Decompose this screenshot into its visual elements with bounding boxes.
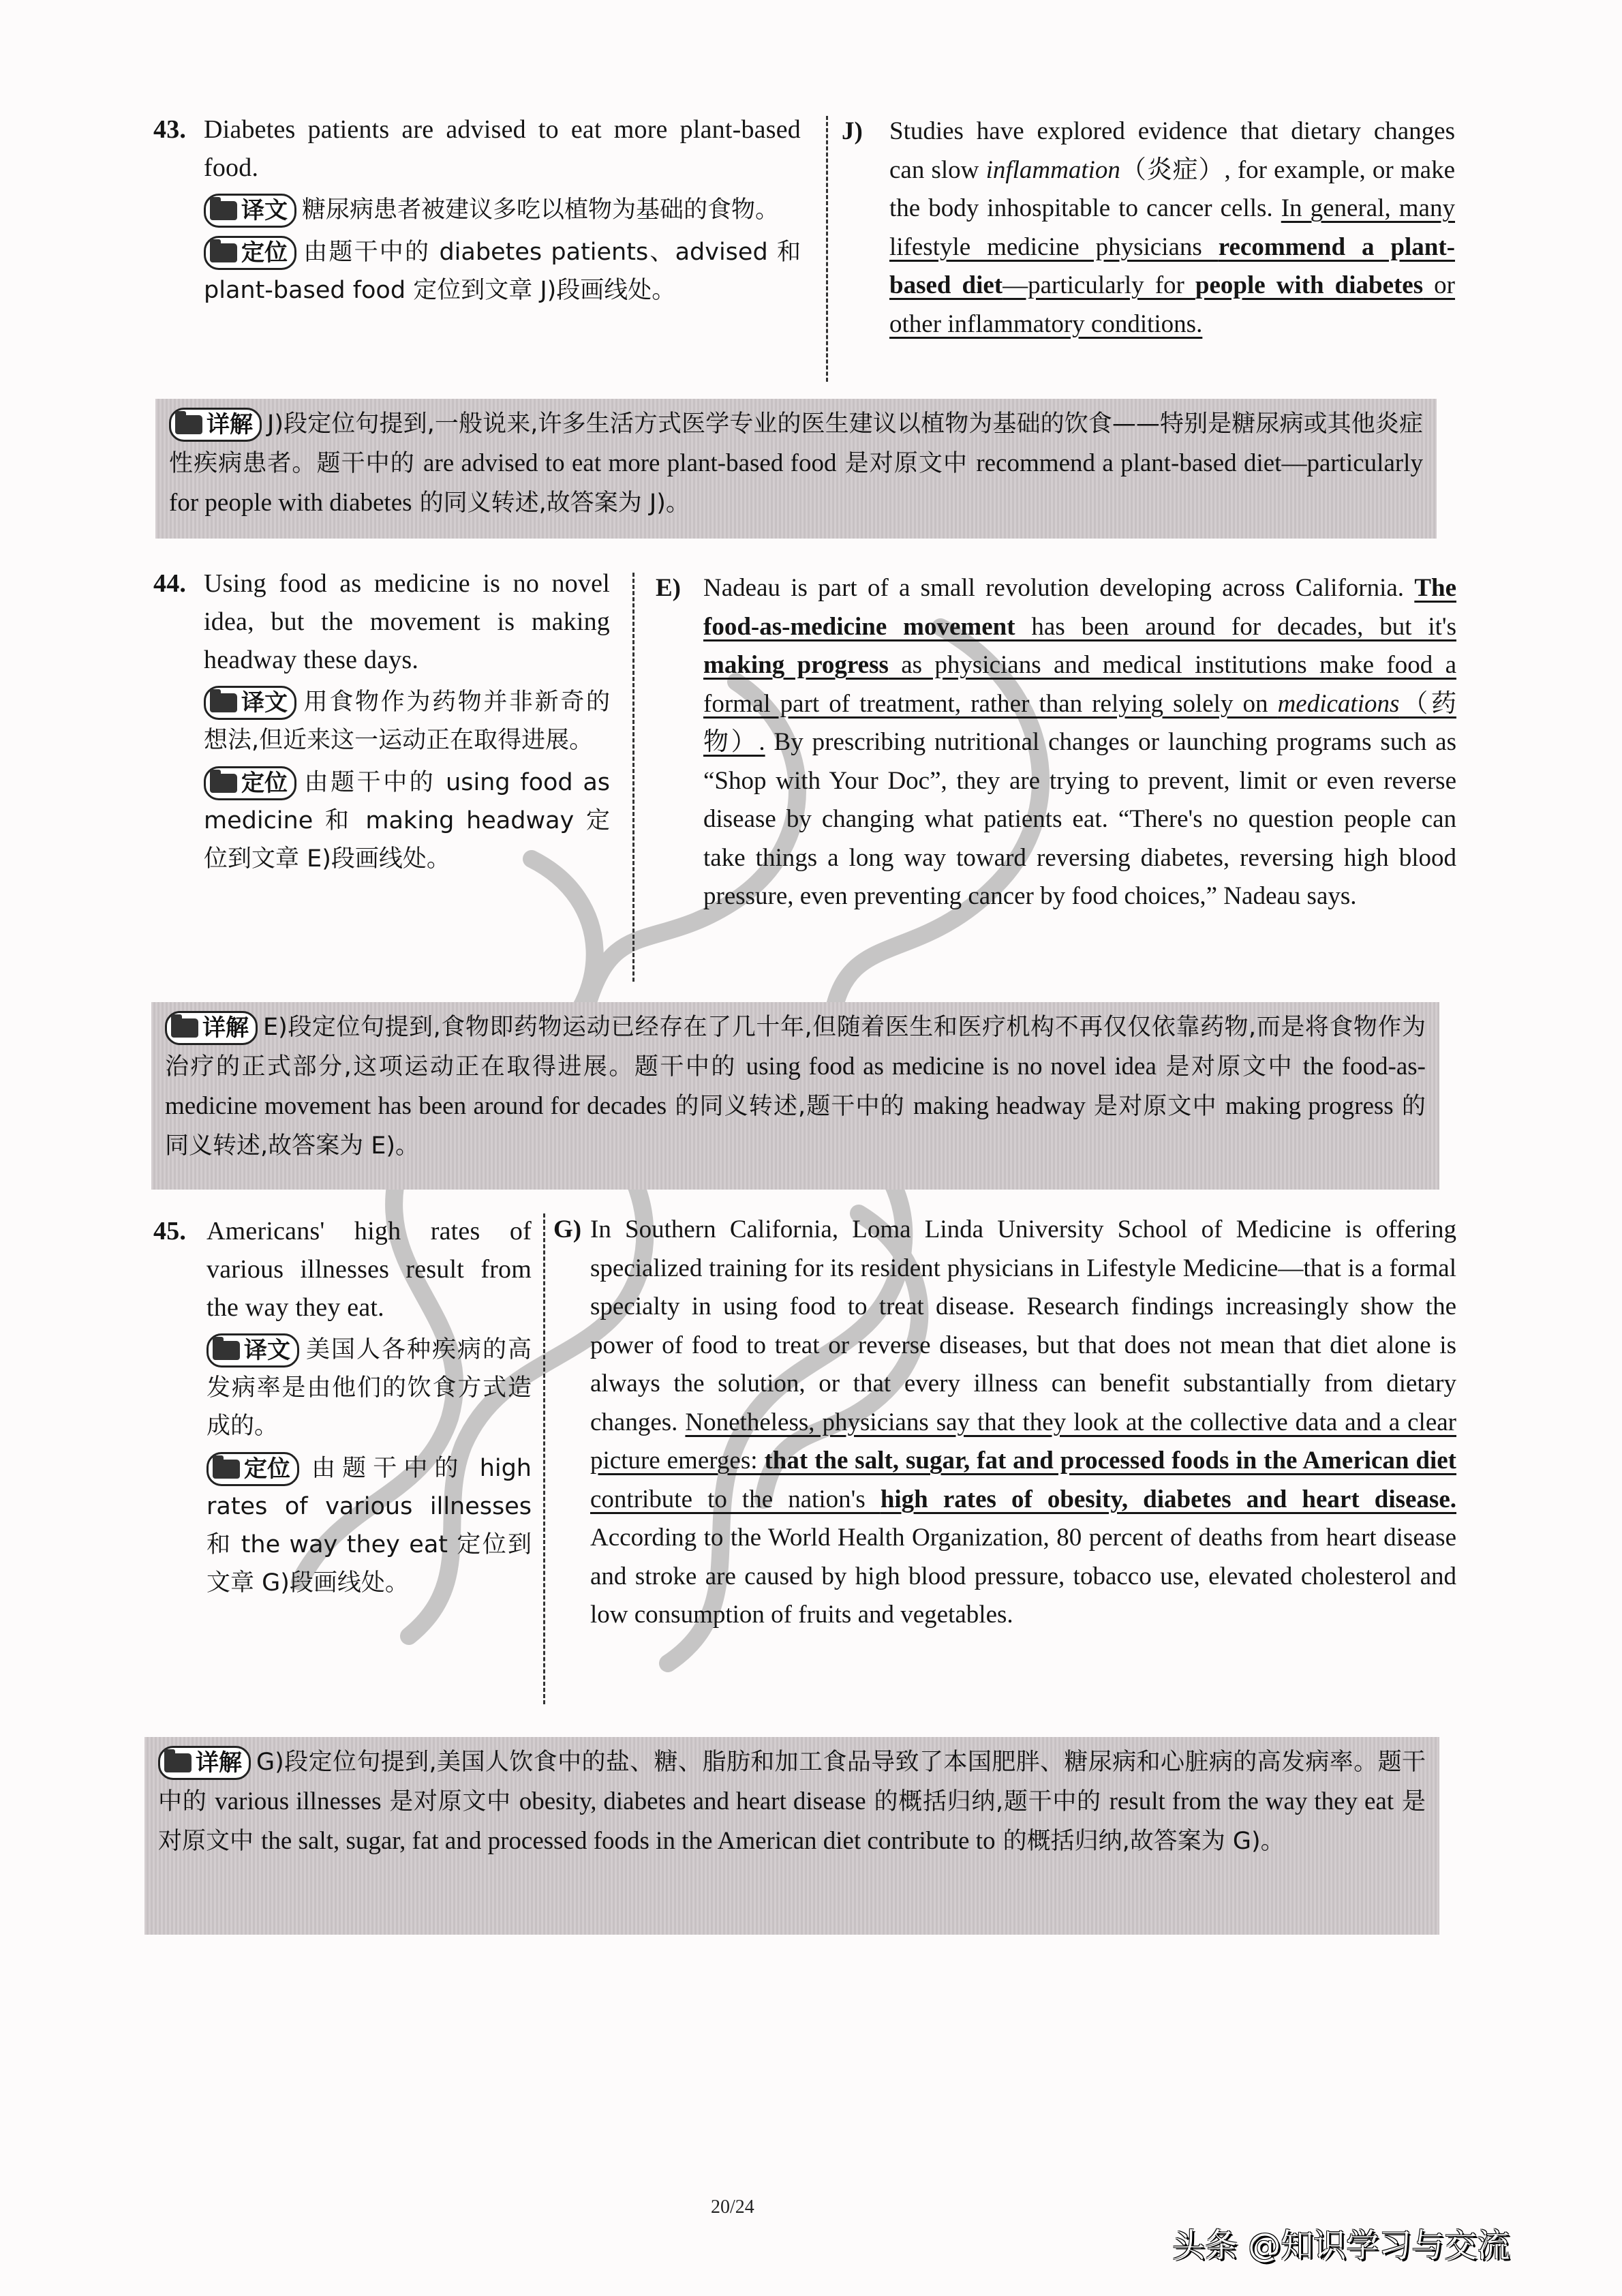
locate-tag: 定位 bbox=[206, 1452, 299, 1486]
translation-row bbox=[204, 683, 610, 759]
source-credit: 头条 @知识学习与交流 bbox=[1172, 2226, 1510, 2265]
folder-icon bbox=[171, 1018, 198, 1038]
locate-row bbox=[206, 1449, 532, 1602]
passage-label: J) bbox=[842, 117, 863, 145]
folder-icon bbox=[210, 774, 237, 793]
question-number: 43. bbox=[153, 115, 187, 144]
locate-tag: 定位 bbox=[204, 236, 296, 270]
passage-j bbox=[842, 112, 1455, 344]
folder-icon bbox=[210, 693, 237, 712]
explanation-45: 详解 G)段定位句提到,美国人饮食中的盐、糖、脂肪和加工食品导致了本国肥胖、糖尿病和心脏病的高发病率。题干中的 various illnesses 是对原文中 obesity, diabetes and heart disease 的概括归纳,题干中的 result from the way they eat 是对原文中 the salt, sugar, fat and processed foods in the American diet contribute to 的概括归纳,故答案为 G)。 bbox=[144, 1737, 1439, 1935]
passage-e bbox=[656, 569, 1456, 916]
translation-row bbox=[204, 191, 801, 229]
explanation-43: 详解 J)段定位句提到,一般说来,许多生活方式医学专业的医生建议以植物为基础的饮食——特别是糖尿病或其他炎症性疾病患者。题干中的 are advised to eat more plant-based food 是对原文中 recommend a plant-based diet—particularly for people with diabetes 的同义转述,故答案为 J)。 bbox=[155, 399, 1437, 539]
column-divider bbox=[543, 1213, 545, 1704]
translation-tag: 译文 bbox=[204, 686, 296, 720]
passage-label: E) bbox=[656, 574, 681, 602]
question-44 bbox=[153, 564, 610, 878]
question-number: 44. bbox=[153, 569, 187, 598]
translation-tag: 译文 bbox=[204, 194, 296, 228]
question-number: 45. bbox=[153, 1217, 187, 1245]
folder-icon bbox=[175, 415, 202, 434]
passage-label: G) bbox=[553, 1215, 582, 1243]
folder-icon bbox=[210, 243, 237, 262]
question-stem: Americans' high rates of various illnesses result from the way they eat. bbox=[206, 1217, 532, 1322]
folder-icon bbox=[164, 1753, 192, 1772]
question-stem: Using food as medicine is no novel idea, but the movement is making headway these days. bbox=[204, 569, 610, 674]
locate-text: 由题干中的 using food as medicine 和 making headway 定位到文章 E)段画线处。 bbox=[204, 769, 610, 873]
explain-tag: 详解 bbox=[158, 1746, 251, 1780]
locate-row bbox=[204, 764, 610, 878]
explain-tag: 详解 bbox=[165, 1011, 258, 1045]
page-number: 20/24 bbox=[711, 2196, 754, 2218]
translation-tag: 译文 bbox=[206, 1333, 299, 1368]
passage-text: In Southern California, Loma Linda University School of Medicine is offering specialized training for its resident physicians in Lifestyle Medicine—that is a formal specialty in using food to treat disease. Research findings increasingly show the power of food to treat or reverse diseases, but that does not mean that diet alone is always the solution, or that every illness can benefit substantially from dietary changes. Nonetheless, physicians say that they look at the collective data and a clear picture emerges: that the salt, sugar, fat and processed foods in the American diet contribute to the nation's high rates of obesity, diabetes and heart disease. According to the World Health Organization, 80 percent of deaths from heart disease and stroke are caused by high blood pressure, tobacco use, elevated cholesterol and low consumption of fruits and vegetables. bbox=[590, 1215, 1456, 1629]
passage-g bbox=[553, 1211, 1456, 1635]
question-45 bbox=[153, 1212, 532, 1602]
translation-text: 用食物作为药物并非新奇的想法,但近来这一运动正在取得进展。 bbox=[204, 689, 610, 754]
passage-text: Nadeau is part of a small revolution developing across California. The food-as-medicine movement has been around for decades, but it's making progress as physicians and medical institutions make food a formal part of treatment, rather than relying solely on medications（药物）. By prescribing nutritional changes or launching programs such as “Shop with Your Doc”, they are trying to prevent, limit or even reverse disease by changing what patients eat. “There's no question people can take things a long way toward reversing diabetes, reversing high blood pressure, even preventing cancer by food choices,” Nadeau says. bbox=[703, 574, 1457, 910]
folder-icon bbox=[213, 1341, 240, 1360]
passage-text: Studies have explored evidence that dietary changes can slow inflammation（炎症）, for example, or make the body inhospitable to cancer cells. In general, many lifestyle medicine physicians recommend a plant-based diet—particularly for people with diabetes or other inflammatory conditions. bbox=[889, 117, 1456, 338]
column-divider bbox=[826, 116, 828, 382]
locate-text: 由题干中的 high rates of various illnesses 和 the way they eat 定位到文章 G)段画线处。 bbox=[206, 1455, 532, 1597]
folder-icon bbox=[210, 201, 237, 220]
question-43 bbox=[153, 110, 801, 309]
folder-icon bbox=[213, 1460, 240, 1479]
explanation-44: 详解 E)段定位句提到,食物即药物运动已经存在了几十年,但随着医生和医疗机构不再仅仅依靠药物,而是将食物作为治疗的正式部分,这项运动正在取得进展。题干中的 using food as medicine is no novel idea 是对原文中 the food-as-medicine movement has been around for decades 的同义转述,题干中的 making headway 是对原文中 making progress 的同义转述,故答案为 E)。 bbox=[151, 1002, 1439, 1190]
locate-text: 由题干中的 diabetes patients、advised 和 plant-based food 定位到文章 J)段画线处。 bbox=[204, 239, 801, 304]
locate-row bbox=[204, 233, 801, 309]
question-stem: Diabetes patients are advised to eat more plant-based food. bbox=[204, 115, 801, 182]
translation-text: 美国人各种疾病的高发病率是由他们的饮食方式造成的。 bbox=[206, 1336, 532, 1440]
column-divider bbox=[632, 573, 634, 982]
locate-tag: 定位 bbox=[204, 766, 296, 800]
translation-row bbox=[206, 1331, 532, 1445]
translation-text: 糖尿病患者被建议多吃以植物为基础的食物。 bbox=[302, 196, 780, 224]
explain-tag: 详解 bbox=[169, 408, 262, 442]
